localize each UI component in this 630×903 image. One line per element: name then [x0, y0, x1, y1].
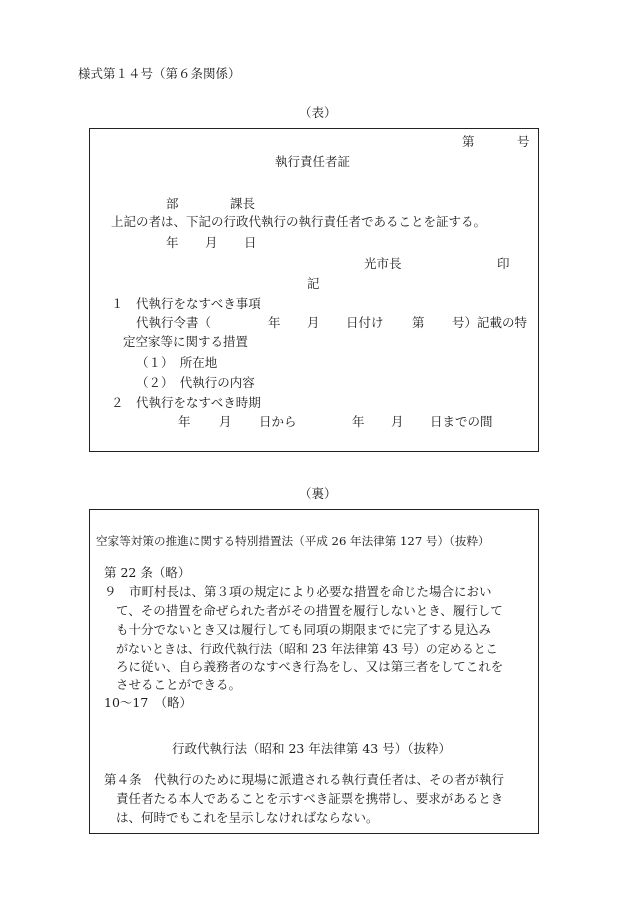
card-title: 執行責任者証	[275, 154, 351, 169]
item1-line1-a: 代執行令書（	[136, 315, 212, 330]
item1-sub2: （２） 代執行の内容	[136, 375, 255, 390]
item1-title: １ 代執行をなすべき事項	[111, 296, 261, 311]
seal-mark: 印	[497, 256, 510, 271]
front-heading: （表）	[299, 105, 337, 120]
mayor-name: 光市長	[364, 256, 402, 271]
item1-line1-b: 年	[268, 315, 281, 330]
item1-sub1: （１） 所在地	[136, 355, 218, 370]
date-month: 月	[205, 235, 218, 250]
number-go: 号	[517, 134, 530, 149]
item1-line1-e: 第	[412, 315, 425, 330]
art4-line3: は、何時でもこれを呈示しなければならない。	[116, 810, 379, 825]
form-id: 様式第１４号（第６条関係）	[78, 66, 241, 81]
period-month1: 月	[219, 414, 232, 429]
period-month2: 月	[391, 414, 404, 429]
art4-line2: 責任者たる本人であることを示すべき証票を携帯し、要求があるとき	[116, 791, 504, 806]
p10-17: 10〜17 （略）	[104, 695, 193, 710]
item1-line1-d: 日付け	[346, 315, 384, 330]
item2-title: ２ 代執行をなすべき時期	[111, 395, 261, 410]
law2-title: 行政代執行法（昭和 23 年法律第 43 号）（抜粋）	[172, 741, 451, 756]
certify-statement: 上記の者は、下記の行政代執行の執行責任者であることを証する。	[111, 214, 487, 229]
item1-line1-f: 号）記載の特	[452, 315, 528, 330]
p9-line4: がないときは、行政代執行法（昭和 23 年法律第 43 号）の定めるとこ	[116, 642, 498, 656]
back-heading: （裏）	[299, 486, 337, 501]
p9-line1: ９ 市町村長は、第３項の規定により必要な措置を命じた場合におい	[104, 584, 492, 599]
p9-line2: て、その措置を命ぜられた者がその措置を履行しないとき、履行して	[116, 603, 503, 618]
law1-title: 空家等対策の推進に関する特別措置法（平成 26 年法律第 127 号）（抜粋）	[96, 534, 490, 548]
date-year: 年	[166, 235, 179, 250]
date-day: 日	[244, 235, 257, 250]
period-year1: 年	[178, 414, 191, 429]
p9-line5: ろに従い、自ら義務者のなすべき行為をし、又は第三者をしてこれを	[116, 659, 504, 674]
p9-line3: も十分でないとき又は履行しても同項の期限までに完了する見込み	[116, 622, 492, 637]
dept-kacho: 課長	[230, 196, 256, 211]
period-year2: 年	[352, 414, 365, 429]
art22: 第 22 条（略）	[104, 565, 191, 580]
art4-line1: 第４条 代執行のために現場に派遣される執行責任者は、その者が執行	[104, 772, 505, 787]
item1-line1-c: 月	[307, 315, 320, 330]
period-until: 日までの間	[430, 414, 493, 429]
ki-mark: 記	[307, 276, 320, 291]
number-dai: 第	[462, 134, 475, 149]
item1-line2: 定空家等に関する措置	[123, 334, 249, 349]
dept-bu: 部	[166, 196, 179, 211]
p9-line6: させることができる。	[116, 677, 242, 692]
period-from: 日から	[259, 414, 297, 429]
